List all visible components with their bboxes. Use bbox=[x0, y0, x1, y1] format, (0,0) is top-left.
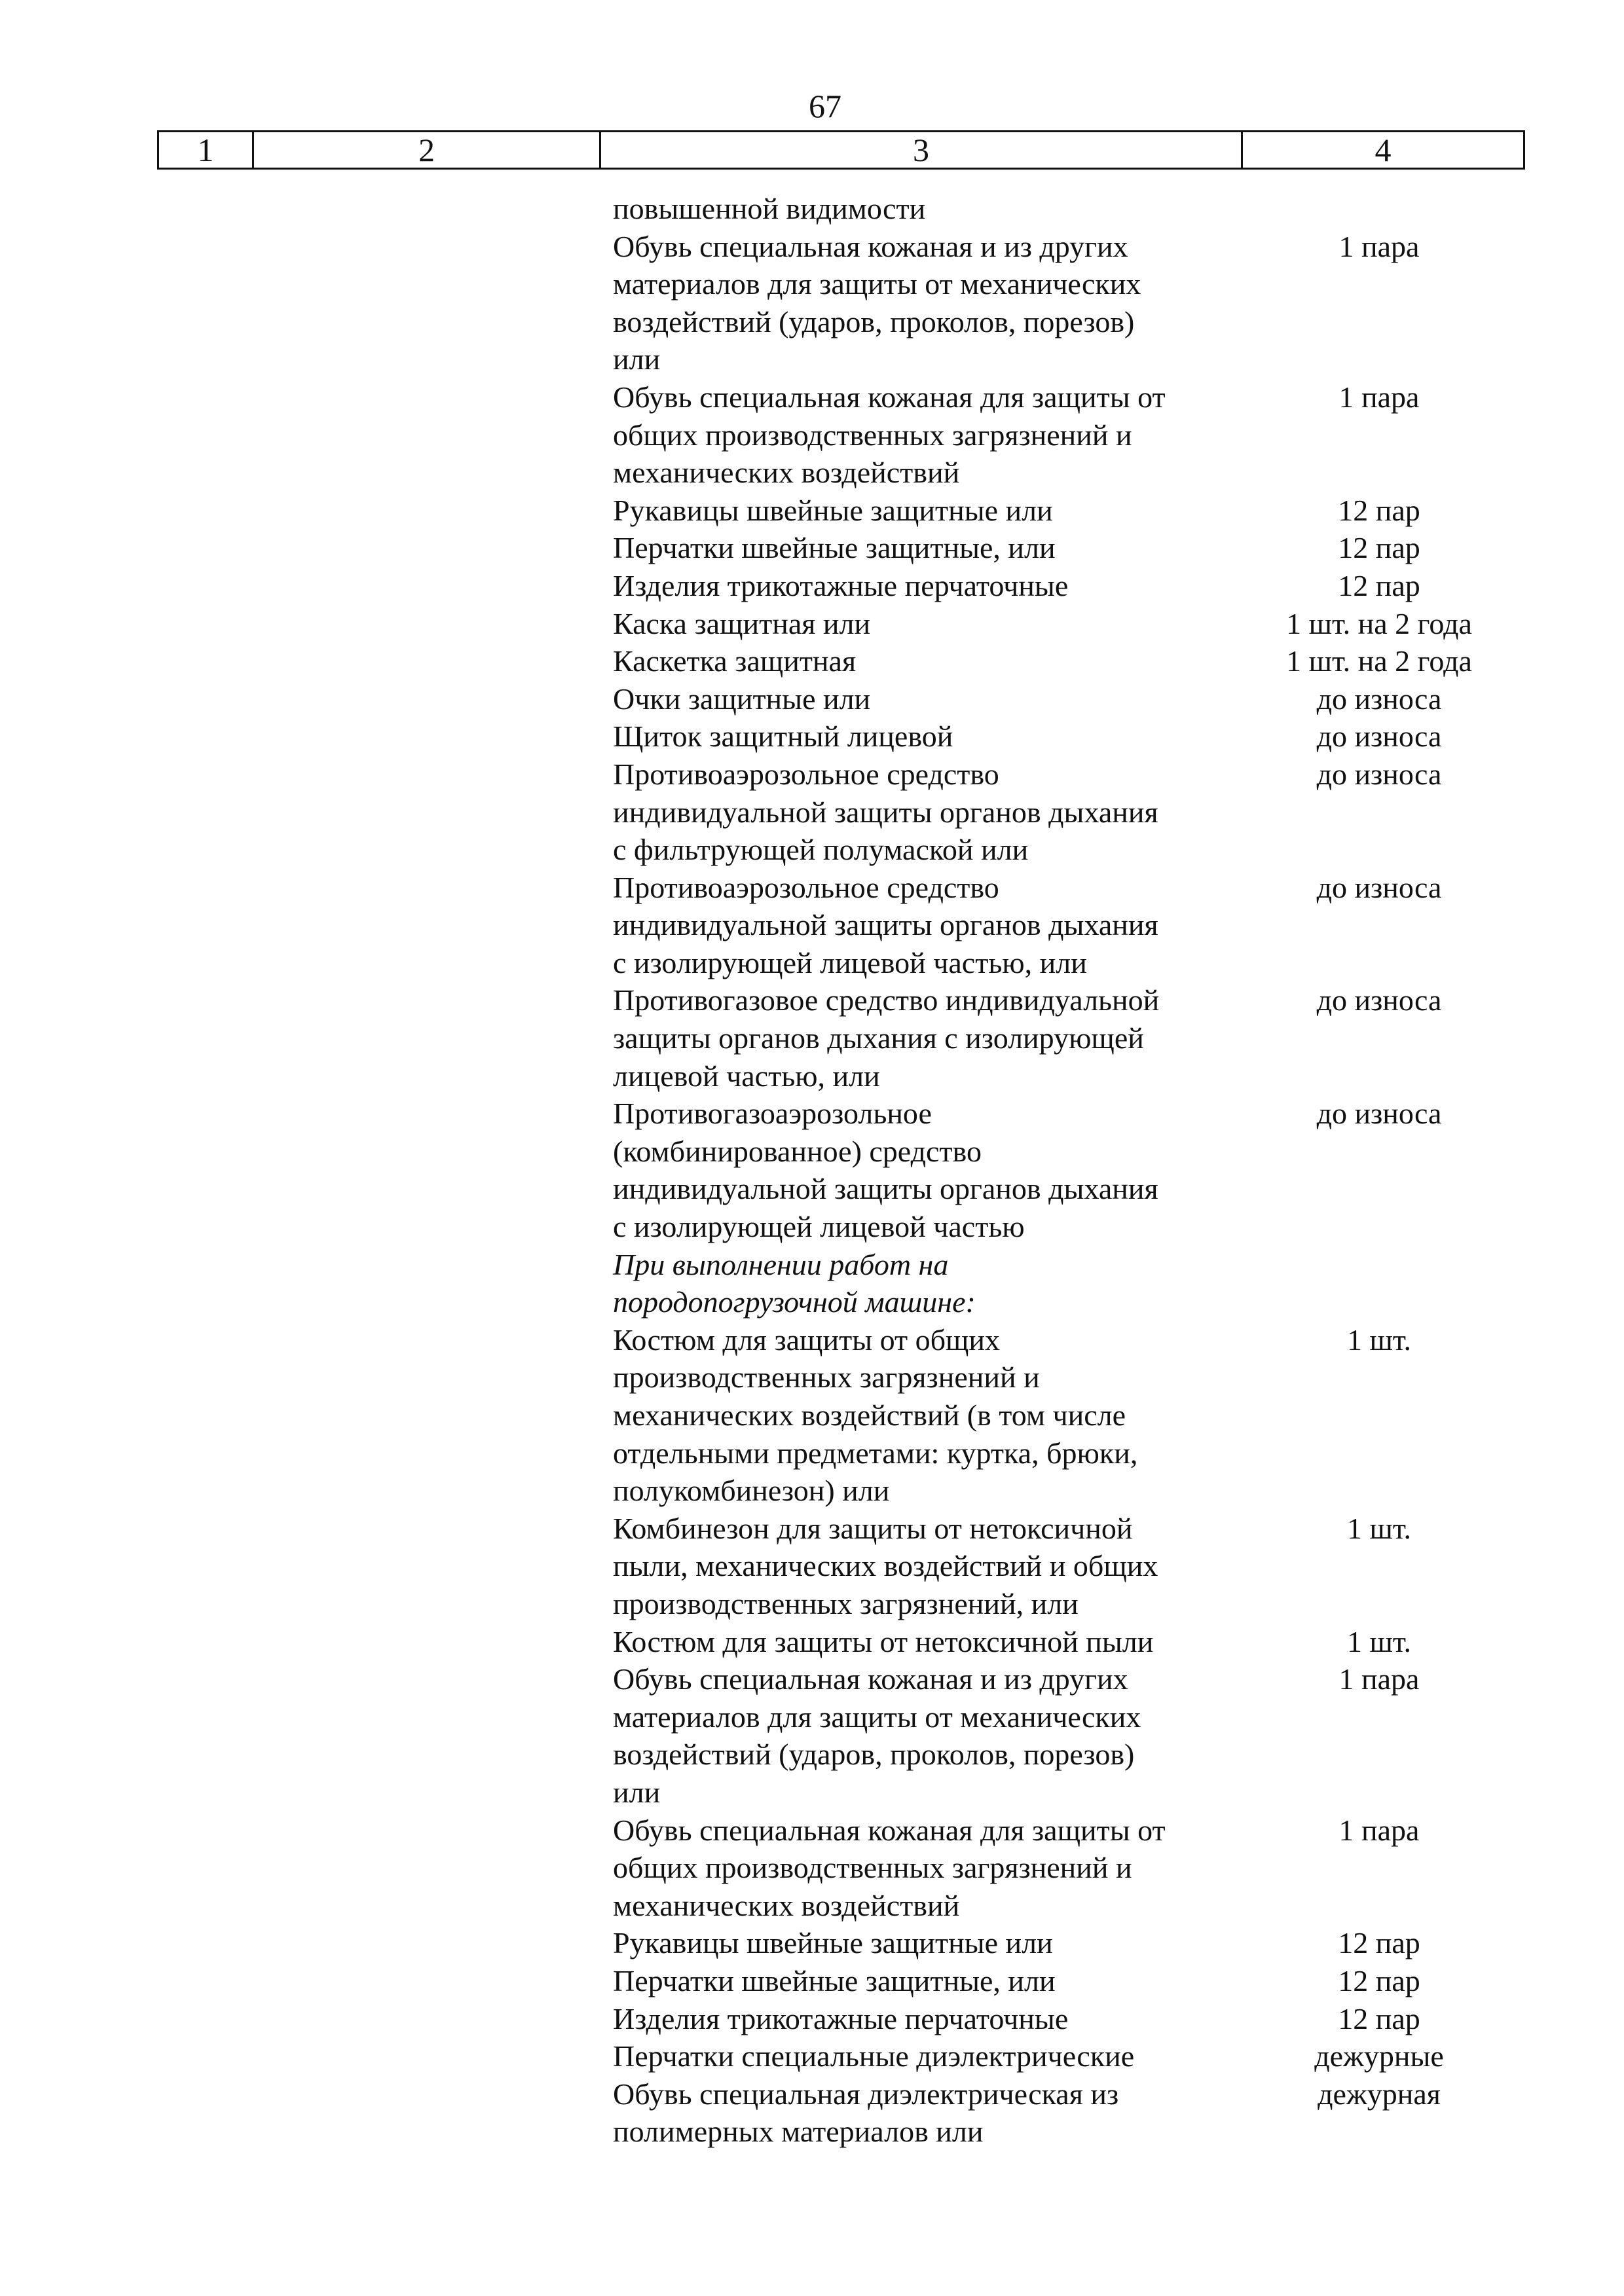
item-name: Каскетка защитная bbox=[613, 644, 857, 678]
table-row bbox=[613, 605, 1530, 643]
item-quantity: 1 шт. bbox=[1346, 1322, 1412, 1357]
item-name: Перчатки швейные защитные, или bbox=[613, 531, 1056, 565]
table-row bbox=[613, 492, 1530, 530]
item-name: Обувь специальная кожаная для защиты от общих производственных загрязнений и механических воздействий bbox=[613, 380, 1166, 490]
item-name: Перчатки швейные защитные, или bbox=[613, 1963, 1056, 1997]
table-row bbox=[613, 642, 1530, 680]
table-row bbox=[613, 869, 1530, 982]
column-header-4: 4 bbox=[1375, 132, 1392, 168]
item-name: Каска защитная или bbox=[613, 606, 871, 640]
item-quantity: 12 пар bbox=[1338, 531, 1420, 565]
item-name: Изделия трикотажные перчаточные bbox=[613, 2001, 1069, 2035]
item-quantity: до износа bbox=[1316, 720, 1442, 754]
item-quantity: 12 пар bbox=[1338, 493, 1420, 527]
item-name: Костюм для защиты от нетоксичной пыли bbox=[613, 1624, 1154, 1658]
section-heading-row bbox=[613, 1246, 1530, 1321]
item-name: Очки защитные или bbox=[613, 682, 871, 716]
item-quantity: до износа bbox=[1316, 1097, 1442, 1131]
item-quantity: до износа bbox=[1316, 757, 1442, 791]
table-row bbox=[613, 567, 1530, 605]
item-quantity bbox=[1242, 190, 1517, 228]
item-quantity: до износа bbox=[1316, 682, 1442, 716]
item-name: Щиток защитный лицевой bbox=[613, 720, 953, 754]
item-quantity: 1 пара bbox=[1338, 229, 1420, 263]
item-name: Изделия трикотажные перчаточные bbox=[613, 568, 1069, 602]
item-quantity: 12 пар bbox=[1338, 568, 1420, 602]
item-quantity: 12 пар bbox=[1338, 1926, 1420, 1960]
section-heading: При выполнении работ на породопогрузочной машине: bbox=[613, 1247, 976, 1319]
item-name: Противоаэрозольное средство индивидуальной защиты органов дыхания с изолирующей лицевой частью, или bbox=[613, 870, 1158, 979]
item-name: Перчатки специальные диэлектрические bbox=[613, 2039, 1135, 2073]
table-row bbox=[613, 718, 1530, 756]
item-quantity: 12 пар bbox=[1338, 2001, 1420, 2035]
item-name: Противогазовое средство индивидуальной защиты органов дыхания с изолирующей лицевой частью, или bbox=[613, 983, 1160, 1093]
item-name: повышенной видимости bbox=[613, 192, 926, 225]
item-quantity: 1 шт. bbox=[1346, 1511, 1412, 1545]
table-row bbox=[613, 2075, 1530, 2151]
table-row bbox=[613, 756, 1530, 869]
item-quantity: 1 шт. bbox=[1346, 1624, 1412, 1658]
item-name: Комбинезон для защиты от нетоксичной пыли, механических воздействий и общих производственных загрязнений, или bbox=[613, 1511, 1158, 1620]
item-name: Противоаэрозольное средство индивидуальной защиты органов дыхания с фильтрующей полумаской или bbox=[613, 757, 1158, 867]
column-header-2: 2 bbox=[254, 132, 601, 168]
item-quantity: 1 пара bbox=[1338, 1662, 1420, 1696]
table-row bbox=[613, 190, 1530, 228]
table-body bbox=[613, 190, 1530, 2151]
item-quantity: дежурная bbox=[1318, 2077, 1441, 2111]
item-name: Обувь специальная кожаная и из других материалов для защиты от механических воздействий (ударов, проколов, порезов) или bbox=[613, 1662, 1141, 1809]
table-row bbox=[613, 1623, 1530, 1661]
table-row bbox=[613, 1812, 1530, 1925]
table-header bbox=[157, 130, 1525, 170]
item-name: Обувь специальная кожаная и из других материалов для защиты от механических воздействий (ударов, проколов, порезов) или bbox=[613, 229, 1141, 376]
table-row bbox=[613, 228, 1530, 378]
column-header-3: 3 bbox=[601, 132, 1243, 168]
table-row bbox=[613, 529, 1530, 567]
item-name: Обувь специальная кожаная для защиты от общих производственных загрязнений и механических воздействий bbox=[613, 1813, 1166, 1922]
table-row bbox=[613, 1962, 1530, 2000]
table-row bbox=[613, 1095, 1530, 1245]
column-header-1: 1 bbox=[159, 132, 254, 168]
item-quantity: 1 шт. на 2 года bbox=[1286, 606, 1472, 640]
item-name: Рукавицы швейные защитные или bbox=[613, 1926, 1053, 1960]
table-row bbox=[613, 1660, 1530, 1811]
table-row bbox=[613, 2000, 1530, 2038]
item-quantity: 1 пара bbox=[1338, 1813, 1420, 1847]
item-name: Противогазоаэрозольное (комбинированное) средство индивидуальной защиты органов дыхания с изолирующей лицевой частью bbox=[613, 1097, 1158, 1244]
table-row bbox=[613, 1510, 1530, 1623]
table-row bbox=[613, 1321, 1530, 1510]
item-quantity: дежурные bbox=[1314, 2039, 1444, 2073]
item-quantity: 1 шт. на 2 года bbox=[1286, 644, 1472, 678]
page-number: 67 bbox=[809, 88, 841, 124]
table-row bbox=[613, 1924, 1530, 1962]
item-quantity: 12 пар bbox=[1338, 1963, 1420, 1997]
item-quantity: до износа bbox=[1316, 870, 1442, 904]
item-quantity: 1 пара bbox=[1338, 380, 1420, 414]
item-quantity: до износа bbox=[1316, 983, 1442, 1017]
table-row bbox=[613, 981, 1530, 1095]
item-name: Обувь специальная диэлектрическая из полимерных материалов или bbox=[613, 2077, 1119, 2149]
table-row bbox=[613, 2037, 1530, 2075]
table-row bbox=[613, 378, 1530, 492]
item-name: Рукавицы швейные защитные или bbox=[613, 493, 1053, 527]
item-name: Костюм для защиты от общих производственных загрязнений и механических воздействий (в том числе отдельными предметами: куртка, брюки, полукомбинезон) или bbox=[613, 1322, 1138, 1508]
table-row bbox=[613, 680, 1530, 718]
